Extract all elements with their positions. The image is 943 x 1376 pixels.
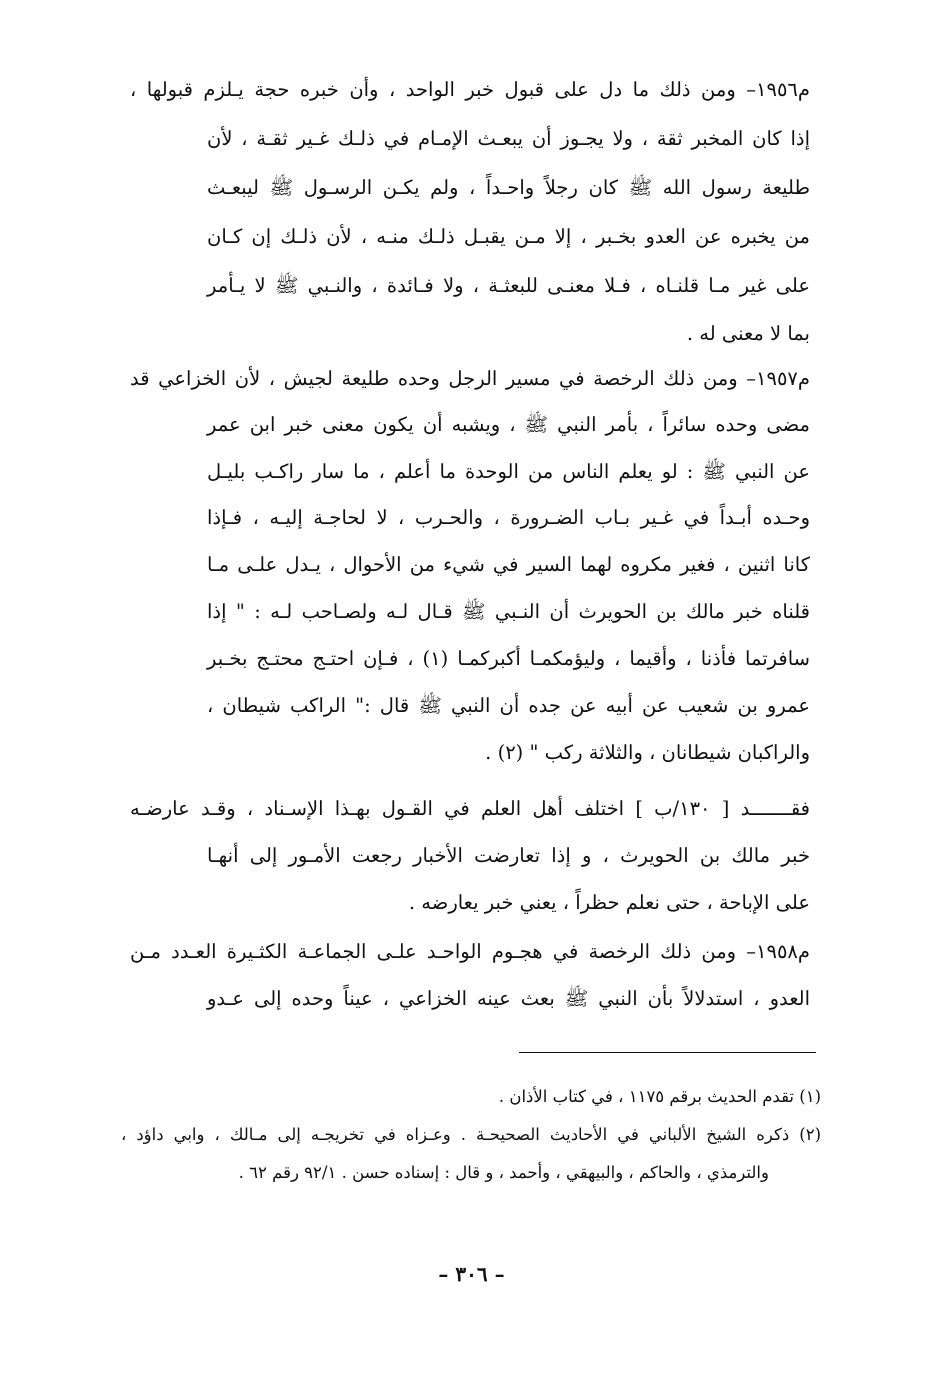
text-line: العدو ، استدلالاً بأن النبي ﷺ بعث عينه الخزاعي ، عيناً وحده إلى عـدو xyxy=(207,987,810,1010)
text-line: م١٩٥٦– ومن ذلك ما دل على قبول خبر الواحد ، وأن خبره حجة يـلزم قبولها ، xyxy=(130,78,810,101)
footnote-1: (١) تقدم الحديث برقم ١١٧٥ ، في كتاب الأذان . xyxy=(498,1087,821,1106)
text-line: مضى وحده سائراً ، بأمر النبي ﷺ ، ويشبه أن يكون معنى خبر ابن عمر xyxy=(207,413,810,436)
footnote-separator xyxy=(519,1052,816,1053)
footnote-2-continued: والترمذي ، والحاكم ، والبيهقي ، وأحمد ، و قال : إسناده حسن . ٩٢/١ رقم ٦٢ . xyxy=(238,1163,769,1182)
text-line: على الإباحة ، حتى نعلم حظراً ، يعني خبر يعارضه . xyxy=(408,891,810,914)
text-line: قلناه خبر مالك بن الحويرث أن النـبي ﷺ قـال لـه ولصـاحب لـه : " إذا xyxy=(207,600,810,623)
text-line: سافرتما فأذنا ، وأقيما ، وليؤمكمـا أكبركمـا (١) ، فـإن احتـج محتـج بخـبر xyxy=(207,647,811,670)
text-line: إذا كان المخبر ثقة ، ولا يجـوز أن يبعـث الإمـام في ذلـك غـير ثقـة ، لأن xyxy=(207,127,810,150)
text-line: م١٩٥٨– ومن ذلك الرخصة في هجـوم الواحـد علـى الجماعـة الكثـيرة العـدد مـن xyxy=(130,940,810,963)
text-line: من يخبره عن العدو بخـبر ، إلا مـن يقبـل ذلـك منـه ، لأن ذلـك إن كـان xyxy=(207,225,810,248)
footnote-2: (٢) ذكره الشيخ الألباني في الأحاديث الصحيحـة . وعـزاه في تخريجـه إلى مـالك ، وابي داؤد ، xyxy=(121,1125,821,1144)
text-line: وحـده أبـداً في غـير بـاب الضـرورة ، والحـرب ، لا لحاجـة إليـه ، فـإذا xyxy=(207,506,810,529)
text-line: م١٩٥٧– ومن ذلك الرخصة في مسير الرجل وحده طليعة لجيش ، لأن الخزاعي قد xyxy=(130,367,810,390)
text-line: والراكبان شيطانان ، والثلاثة ركب " (٢) . xyxy=(485,741,810,764)
text-line: خبر مالك بن الحويرث ، و إذا تعارضت الأخبار رجعت الأمـور إلى أنهـا xyxy=(207,844,810,867)
text-line: طليعة رسول الله ﷺ كان رجلاً واحـداً ، ولم يكـن الرسـول ﷺ ليبعـث xyxy=(207,176,810,199)
text-line: على غير مـا قلنـاه ، فـلا معنـى للبعثـة ، ولا فـائدة ، والنـبي ﷺ لا يـأمر xyxy=(207,274,810,297)
text-line: فقـــــــد [ ١٣٠/ب ] اختلف أهل العلم في القـول بهـذا الإسـناد ، وقـد عارضـه xyxy=(130,797,810,820)
text-line: بما لا معنى له . xyxy=(686,322,810,345)
text-line: عن النبي ﷺ : لو يعلم الناس من الوحدة ما أعلم ، ما سار راكـب بليـل xyxy=(207,460,810,483)
text-line: عمرو بن شعيب عن أبيه عن جده أن النبي ﷺ قال :" الراكب شيطان ، xyxy=(207,694,810,717)
page-number: – ٣٠٦ – xyxy=(438,1262,505,1286)
text-line: كانا اثنين ، فغير مكروه لهما السير في شيء من الأحوال ، يـدل علـى مـا xyxy=(207,553,810,576)
